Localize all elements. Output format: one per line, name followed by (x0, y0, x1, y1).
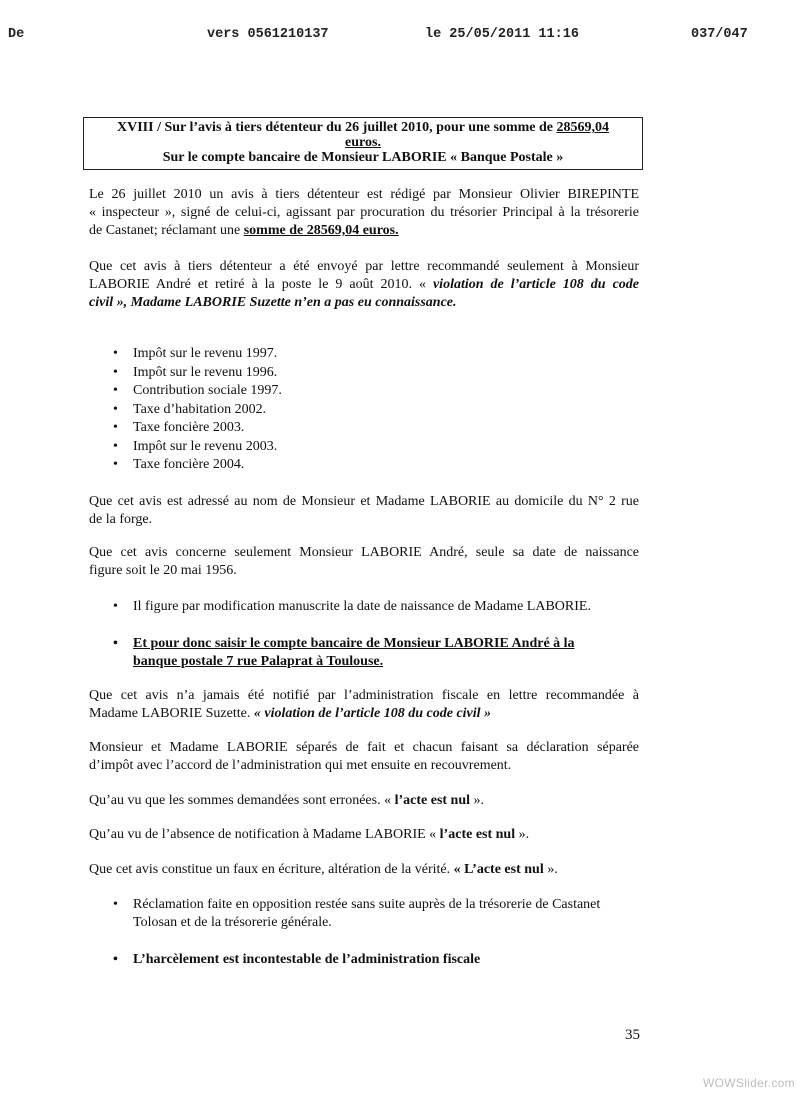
bullet-reclamation: • Réclamation faite en opposition restée sans suite auprès de la trésorerie de Castanet Tolosan et de la trésorerie générale. (113, 897, 601, 930)
fax-page-count: 037/047 (691, 27, 748, 42)
paragraph-avis-redige: Le 26 juillet 2010 un avis à tiers détenteur est rédigé par Monsieur Olivier BIREPINTE « inspecteur », signé de celui-ci, agissant par procuration du trésorier Principal à la trésorerie de Castanet; réclamant une somme de 28569,04 euros. (89, 187, 639, 238)
fax-recipient: vers 0561210137 (207, 27, 329, 42)
paragraph-notification: Que cet avis n’a jamais été notifié par l’administration fiscale en lettre recommandée à Madame LABORIE Suzette. « violation de l’article 108 du code civil » (89, 688, 639, 721)
bullet-saisie-compte: • Et pour donc saisir le compte bancaire de Monsieur LABORIE André à la banque postale 7 rue Palaprat à Toulouse. (113, 636, 575, 669)
paragraph-separes: Monsieur et Madame LABORIE séparés de fait et chacun faisant sa déclaration séparée d’impôt avec l’accord de l’administration qui met ensuite en recouvrement. (89, 740, 639, 773)
paragraph-faux-ecriture: Que cet avis constitue un faux en écriture, altération de la vérité. « L’acte est nul ». (89, 862, 558, 877)
paragraph-adresse: Que cet avis est adressé au nom de Monsieur et Madame LABORIE au domicile du N° 2 rue de la forge. (89, 494, 639, 527)
watermark: WOWSlider.com (703, 1076, 795, 1090)
list-item: • Impôt sur le revenu 2003. (113, 438, 282, 457)
list-item: • Taxe d’habitation 2002. (113, 401, 282, 420)
title-line-2: euros. (345, 135, 381, 150)
list-item: • Taxe foncière 2003. (113, 419, 282, 438)
paragraph-envoi-recommande: Que cet avis à tiers détenteur a été envoyé par lettre recommandé seulement à Monsieur LABORIE André et retiré à la poste le 9 août 2010. « violation de l’article 108 du code civil », Madame LABORIE Suzette n’en a pas eu connaissance. (89, 259, 639, 310)
tax-list (113, 345, 282, 475)
title-line-3: Sur le compte bancaire de Monsieur LABORIE « Banque Postale » (162, 150, 564, 165)
bullet-harcelement: • L’harcèlement est incontestable de l’administration fiscale (113, 952, 481, 967)
bullet-modification: • Il figure par modification manuscrite la date de naissance de Madame LABORIE. (113, 599, 591, 614)
fax-from: De (8, 27, 25, 42)
title-line-1: XVIII / Sur l’avis à tiers détenteur du 26 juillet 2010, pour une somme de 28569,04 (117, 120, 609, 135)
list-item: • Contribution sociale 1997. (113, 382, 282, 401)
paragraph-absence-notification: Qu’au vu de l’absence de notification à Madame LABORIE « l’acte est nul ». (89, 827, 530, 842)
paragraph-date-naissance: Que cet avis concerne seulement Monsieur LABORIE André, seule sa date de naissance figure soit le 20 mai 1956. (89, 545, 639, 578)
list-item: • Taxe foncière 2004. (113, 456, 282, 475)
list-item: • Impôt sur le revenu 1997. (113, 345, 282, 364)
paragraph-sommes-erronees: Qu’au vu que les sommes demandées sont erronées. « l’acte est nul ». (89, 793, 485, 808)
list-item: • Impôt sur le revenu 1996. (113, 364, 282, 383)
section-title-box (83, 117, 643, 170)
fax-header (0, 27, 800, 47)
page-number: 35 (625, 1027, 640, 1043)
fax-date: le 25/05/2011 11:16 (425, 27, 579, 42)
